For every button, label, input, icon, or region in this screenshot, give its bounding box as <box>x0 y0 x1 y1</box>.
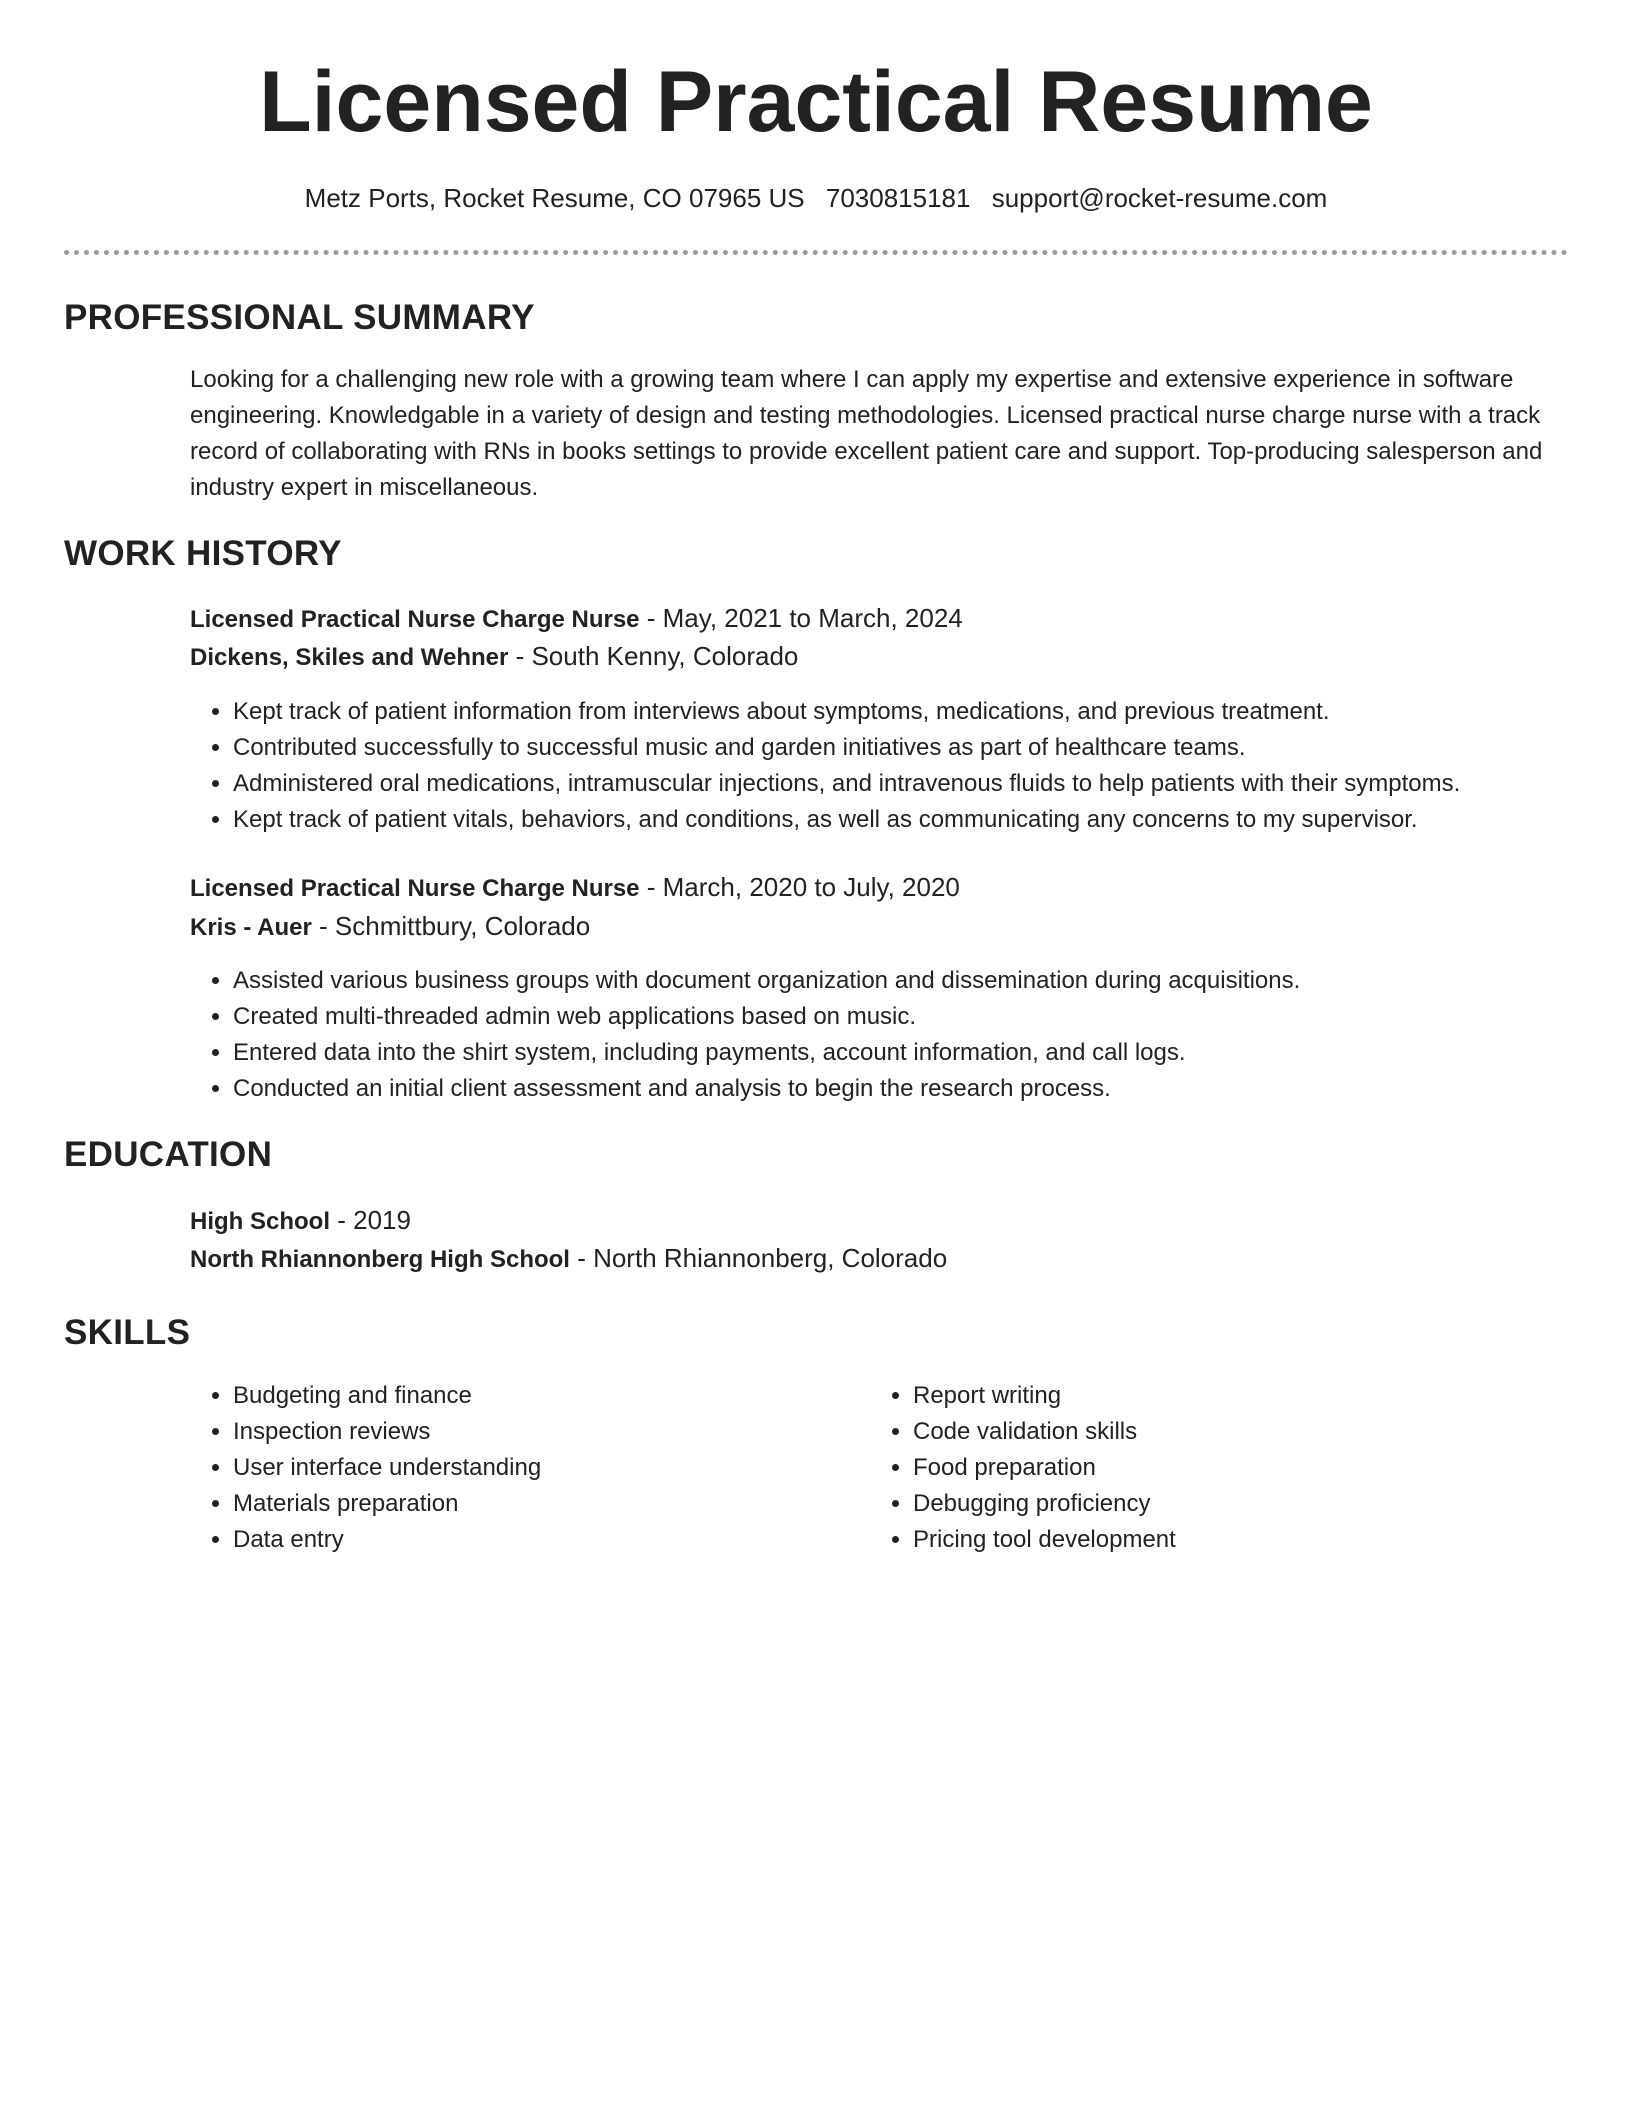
education-school: North Rhiannonberg High School <box>190 1246 570 1273</box>
work-history-heading: WORK HISTORY <box>64 534 342 573</box>
contact-address: Metz Ports, Rocket Resume, CO 07965 US <box>304 183 805 213</box>
job-2-bullet: • Conducted an initial client assessment and analysis to begin the research process. <box>233 1071 1613 1107</box>
skills-heading: SKILLS <box>64 1313 191 1352</box>
job-2-bullet: • Entered data into the shirt system, including payments, account information, and call logs. <box>233 1035 1613 1071</box>
job-2-title-line <box>190 868 1570 908</box>
job-1-bullet: • Kept track of patient vitals, behaviors, and conditions, as well as communicating any concerns to my supervisor. <box>233 802 1613 838</box>
skill-item: • Debugging proficiency <box>913 1486 1553 1522</box>
contact-info <box>0 180 1632 216</box>
job-1-bullet: • Kept track of patient information from interviews about symptoms, medications, and previous treatment. <box>233 694 1613 730</box>
skill-item: • Code validation skills <box>913 1414 1553 1450</box>
education-heading: EDUCATION <box>64 1135 273 1174</box>
summary-heading: PROFESSIONAL SUMMARY <box>64 298 535 337</box>
skill-item: • Report writing <box>913 1378 1553 1414</box>
summary-text: Looking for a challenging new role with a growing team where I can apply my expertise and extensive experience in software engineering. Knowledgable in a variety of design and testing methodologies. Licensed practical nurse charge nurse with a track record of collaborating with RNs in books settings to provide excellent patient care and support. Top-producing salesperson and industry expert in miscellaneous. <box>190 366 1543 501</box>
skills-list-right <box>870 1378 1553 1558</box>
job-2-bullet: • Assisted various business groups with document organization and dissemination during acquisitions. <box>233 963 1613 999</box>
skill-item: • Materials preparation <box>233 1486 873 1522</box>
skill-item: • Inspection reviews <box>233 1414 873 1450</box>
job-2-bullet: • Created multi-threaded admin web applications based on music. <box>233 999 1613 1035</box>
skills-list-left <box>190 1378 873 1558</box>
job-2-location: - Schmittbury, Colorado <box>311 911 591 941</box>
job-1-dates: - May, 2021 to March, 2024 <box>639 603 963 633</box>
header-divider <box>64 250 1568 255</box>
resume-title: Licensed Practical Resume <box>259 54 1373 150</box>
job-1-title-line <box>190 599 1570 639</box>
job-2-company-line <box>190 907 1570 947</box>
skill-item: • Budgeting and finance <box>233 1378 873 1414</box>
job-1-bullet: • Administered oral medications, intramuscular injections, and intravenous fluids to help patients with their symptoms. <box>233 766 1613 802</box>
job-2-dates: - March, 2020 to July, 2020 <box>639 872 960 902</box>
education-school-line <box>190 1239 1570 1279</box>
skill-item: • Food preparation <box>913 1450 1553 1486</box>
skill-item: • Data entry <box>233 1522 873 1558</box>
job-1-bullets <box>190 694 1613 838</box>
contact-email: support@rocket-resume.com <box>991 183 1328 213</box>
job-1-bullet: • Contributed successfully to successful music and garden initiatives as part of healthcare teams. <box>233 730 1613 766</box>
job-1-company: Dickens, Skiles and Wehner <box>190 644 509 671</box>
contact-phone: 7030815181 <box>825 183 971 213</box>
job-1-title: Licensed Practical Nurse Charge Nurse <box>190 606 640 633</box>
job-1-location: - South Kenny, Colorado <box>508 641 799 671</box>
education-year: - 2019 <box>330 1205 411 1235</box>
job-1-company-line <box>190 637 1570 677</box>
job-2-title: Licensed Practical Nurse Charge Nurse <box>190 875 640 902</box>
job-2-bullets <box>190 963 1613 1107</box>
education-degree: High School <box>190 1208 330 1235</box>
education-degree-line <box>190 1201 1570 1241</box>
skill-item: • User interface understanding <box>233 1450 873 1486</box>
job-2-company: Kris - Auer <box>190 914 312 941</box>
education-location: - North Rhiannonberg, Colorado <box>569 1243 948 1273</box>
skill-item: • Pricing tool development <box>913 1522 1553 1558</box>
